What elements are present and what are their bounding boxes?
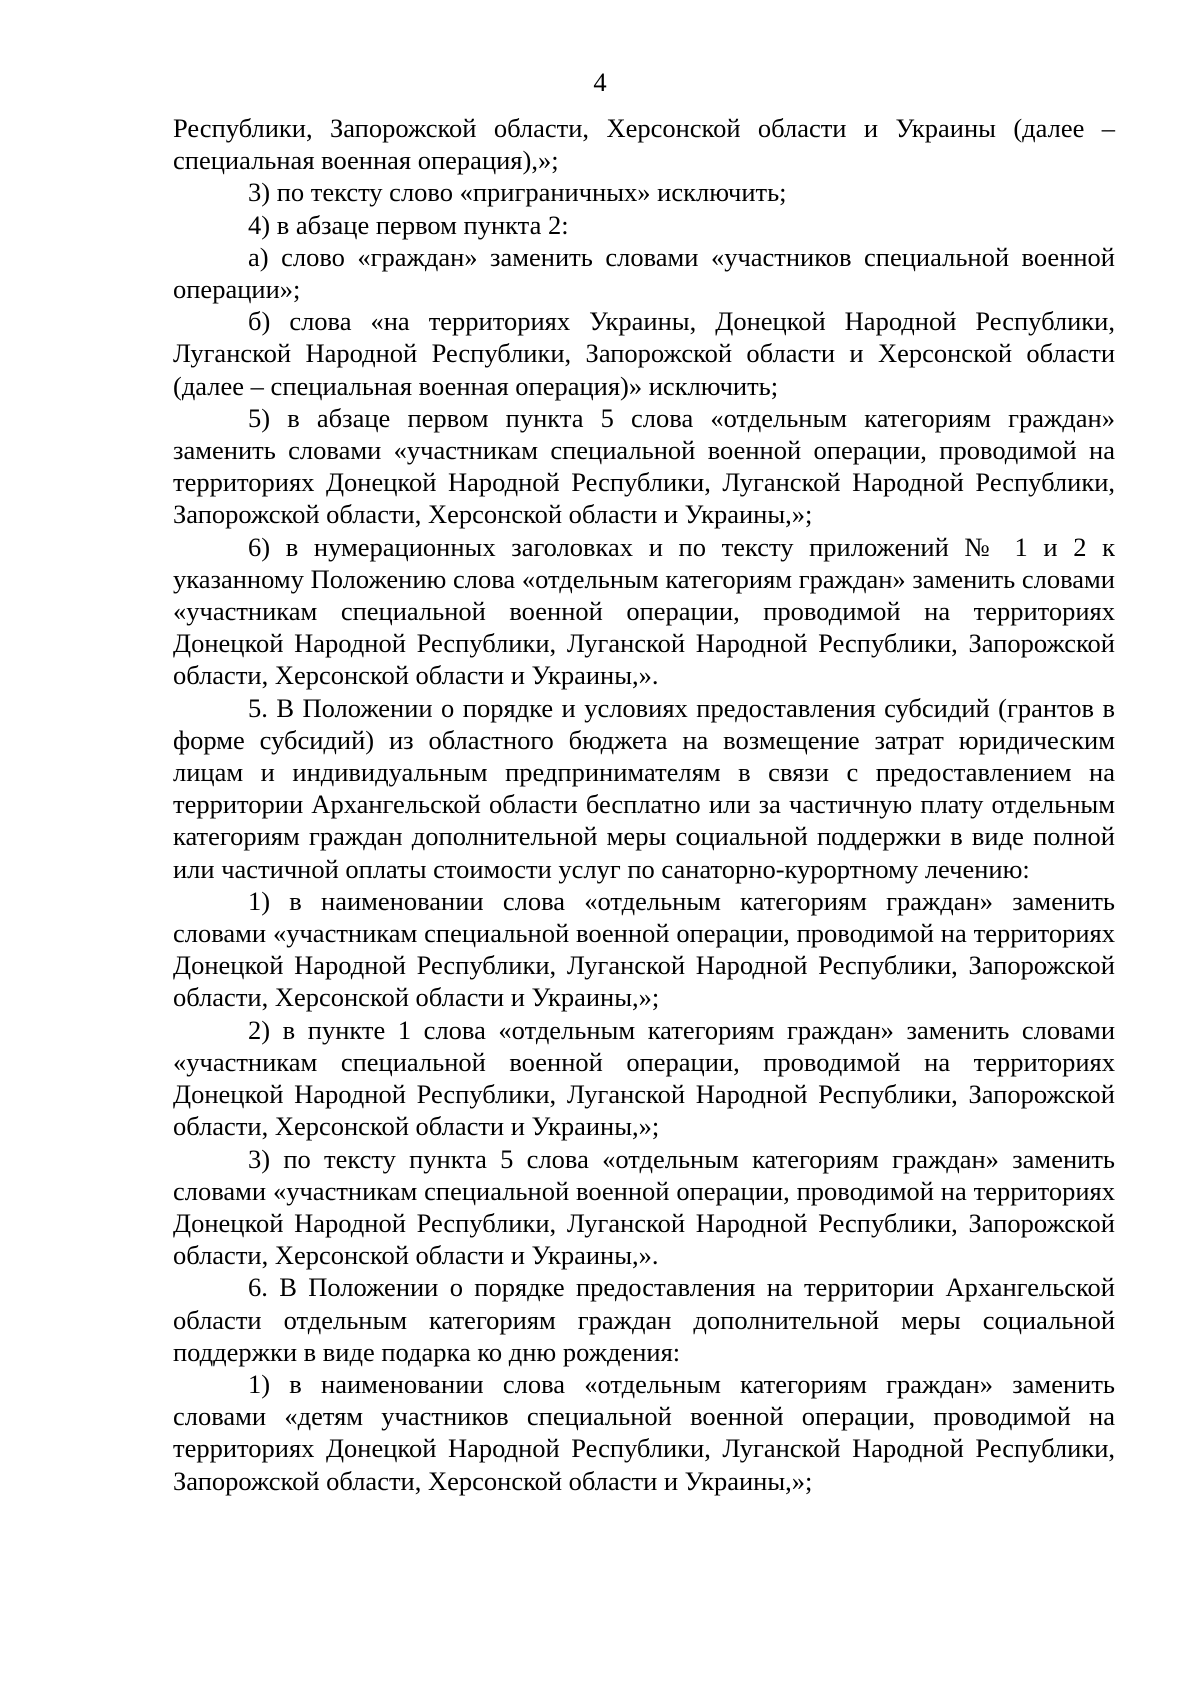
paragraph-subitem-b: б) слова «на территориях Украины, Донецкой Народной Республики, Луганской Народной Республики, Запорожской области и Херсонской области (далее – специальная военная операция)» исключить; — [173, 306, 1115, 401]
paragraph-section-5: 5. В Положении о порядке и условиях предоставления субсидий (грантов в форме субсидий) из областного бюджета на возмещение затрат юридическим лицам и индивидуальным предпринимателям в связи с предоставлением на территории Архангельской области бесплатно или за частичную плату отдельным категориям граждан дополнительной меры социальной поддержки в виде полной или частичной оплаты стоимости услуг по санаторно-курортному лечению: — [173, 692, 1115, 884]
page-number: 4 — [593, 67, 607, 97]
paragraph-section-6-item-1: 1) в наименовании слова «отдельным категориям граждан» заменить словами «детям участников специальной военной операции, проводимой на территориях Донецкой Народной Республики, Луганской Народной Республики, Запорожской области, Херсонской области и Украины,»; — [173, 1368, 1115, 1496]
paragraph-item-3: 3) по тексту слово «приграничных» исключить; — [248, 177, 787, 208]
paragraph-item-6: 6) в нумерационных заголовках и по тексту приложений № 1 и 2 к указанному Положению слова «отдельным категориям граждан» заменить словами «участникам специальной военной операции, проводимой на территориях Донецкой Народной Республики, Луганской Народной Республики, Запорожской области, Херсонской области и Украины,». — [173, 531, 1115, 691]
paragraph-section-6: 6. В Положении о порядке предоставления на территории Архангельской области отдельным категориям граждан дополнительной меры социальной поддержки в виде подарка ко дню рождения: — [173, 1272, 1115, 1367]
paragraph-subitem-a: а) слово «граждан» заменить словами «участников специальной военной операции»; — [173, 241, 1115, 305]
paragraph-continuation: Республики, Запорожской области, Херсонской области и Украины (далее – специальная военная операция),»; — [173, 113, 1115, 176]
paragraph-section-5-item-2: 2) в пункте 1 слова «отдельным категориям граждан» заменить словами «участникам специальной военной операции, проводимой на территориях Донецкой Народной Республики, Луганской Народной Республики, Запорожской области, Херсонской области и Украины,»; — [173, 1014, 1115, 1142]
document-body — [173, 112, 1115, 1497]
paragraph-section-5-item-3: 3) по тексту пункта 5 слова «отдельным категориям граждан» заменить словами «участникам специальной военной операции, проводимой на территориях Донецкой Народной Республики, Луганской Народной Республики, Запорожской области, Херсонской области и Украины,». — [173, 1143, 1115, 1271]
paragraph-section-5-item-1: 1) в наименовании слова «отдельным категориям граждан» заменить словами «участникам специальной военной операции, проводимой на территориях Донецкой Народной Республики, Луганской Народной Республики, Запорожской области, Херсонской области и Украины,»; — [173, 885, 1115, 1013]
paragraph-item-5: 5) в абзаце первом пункта 5 слова «отдельным категориям граждан» заменить словами «участникам специальной военной операции, проводимой на территориях Донецкой Народной Республики, Луганской Народной Республики, Запорожской области, Херсонской области и Украины,»; — [173, 402, 1115, 530]
paragraph-item-4: 4) в абзаце первом пункта 2: — [248, 209, 569, 240]
